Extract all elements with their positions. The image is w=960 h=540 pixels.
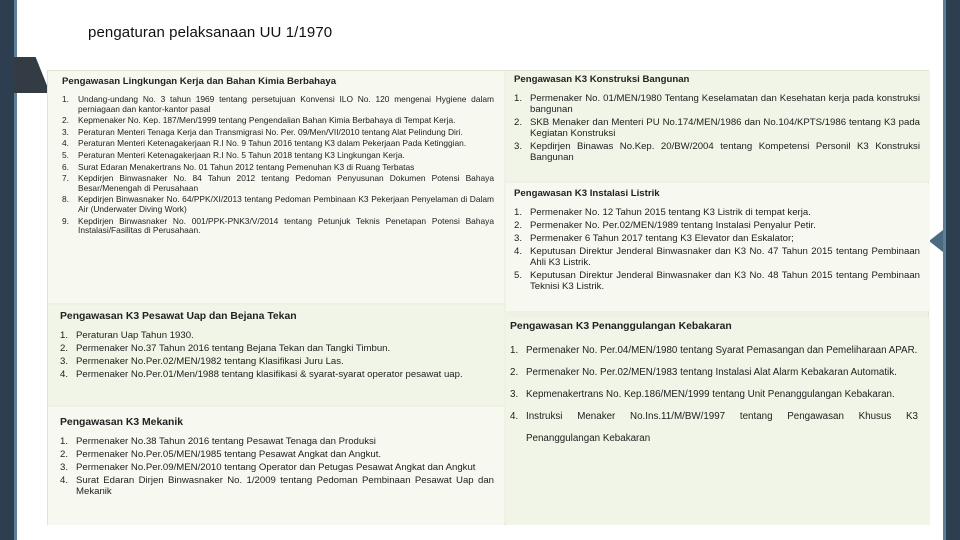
item-number: 1. [60,330,69,341]
regulation-item [514,220,920,231]
item-number: 2. [514,220,523,231]
page-title: pengaturan pelaksanaan UU 1/1970 [88,24,333,41]
item-text: Permenaker No. Per.02/MEN/1989 tentang Instalasi Penyalur Petir. [530,220,816,231]
regulation-item [514,141,920,163]
item-number: 1. [62,94,69,104]
regulation-item [62,116,494,126]
left-accent-bar [0,0,14,540]
regulation-item [60,356,494,367]
item-text: Permenaker No. Per.04/MEN/1980 tentang Syarat Pemasangan dan Pemeliharaan APAR. [526,345,918,356]
section-konstruksi [506,71,930,181]
section-lingkungan [48,71,504,303]
regulation-list [60,330,494,380]
item-text: Kepmenakertrans No. Kep.186/MEN/1999 tentang Unit Penanggulangan Kebakaran. [526,389,895,400]
regulation-document-image [47,70,929,525]
regulation-list [60,436,494,497]
item-text: Keputusan Direktur Jenderal Binwasnaker dan K3 No. 48 Tahun 2015 tentang Pembinaan Teknisi K3 Listrik. [530,270,920,292]
regulation-item [514,93,920,115]
item-text: Permenaker No.38 Tahun 2016 tentang Pesawat Tenaga dan Produksi [76,436,376,447]
item-text: Kepmenaker No. Kep. 187/Men/1999 tentang Pengendalian Bahan Kimia Berbahaya di Tempat Kerja. [78,115,456,126]
item-number: 3. [514,233,523,244]
section-title: Pengawasan Lingkungan Kerja dan Bahan Kimia Berbahaya [62,76,337,87]
item-number: 5. [62,149,69,160]
section-uap [48,305,504,405]
regulation-item [62,151,494,161]
regulation-item [60,343,494,354]
item-number: 5. [514,270,523,281]
item-number: 6. [62,161,69,172]
section-kebakaran [506,317,930,525]
right-accent-bar [946,0,960,540]
item-number: 3. [510,389,519,400]
item-number: 4. [60,369,69,380]
regulation-item [62,174,494,193]
regulation-item [62,128,494,138]
item-number: 1. [514,207,523,218]
regulation-item [62,163,494,173]
item-text: Undang-undang No. 3 tahun 1969 tentang persetujuan Konvensi ILO No. 120 mengenai Hygiene dalam perniagaan dan kantor-kantor pasal [78,94,494,114]
item-text: Kepdirjen Binwasnaker No. 001/PPK-PNK3/V/2014 tentang Petunjuk Teknis Penetapan Potensi Bahaya Instalasi/Fasilitas di Perusahaan. [78,215,494,236]
item-number: 7. [62,173,69,184]
item-text: Kepdirjen Binawas No.Kep. 20/BW/2004 tentang Kompetensi Personil K3 Konstruksi Bangunan [530,141,920,163]
regulation-item [62,95,494,114]
arrow-marker-icon [929,230,943,252]
item-number: 2. [60,449,69,460]
regulation-item [514,246,920,268]
section-mekanik [48,407,504,525]
item-number: 3. [62,126,69,137]
item-text: Peraturan Menteri Tenaga Kerja dan Transmigrasi No. Per. 09/Men/VII/2010 tentang Alat Pelindung Diri. [78,126,463,137]
regulation-list [510,340,918,450]
item-number: 2. [510,367,519,378]
regulation-item [510,362,918,384]
section-title: Pengawasan K3 Pesawat Uap dan Bejana Tekan [60,311,297,322]
regulation-item [62,195,494,214]
item-number: 9. [62,215,69,226]
regulation-item [514,117,920,139]
item-number: 3. [60,356,69,367]
item-text: Permenaker No.Per.09/MEN/2010 tentang Operator dan Petugas Pesawat Angkat dan Angkut [76,462,476,473]
item-text: Permenaker 6 Tahun 2017 tentang K3 Elevator dan Eskalator; [530,233,794,244]
regulation-list [62,95,494,236]
regulation-item [510,406,918,450]
item-text: Keputusan Direktur Jenderal Binwasnaker dan K3 No. 47 Tahun 2015 tentang Pembinaan Ahli K3 Listrik. [530,246,920,268]
item-number: 4. [60,475,69,486]
item-text: Permenaker No. 01/MEN/1980 Tentang Keselamatan dan Kesehatan kerja pada konstruksi bangunan [530,93,920,115]
regulation-item [514,270,920,292]
right-accent-stripe [943,0,946,540]
regulation-item [62,139,494,149]
regulation-item [60,462,494,473]
item-number: 4. [62,138,69,149]
regulation-list [514,207,920,292]
item-text: Permenaker No. 12 Tahun 2015 tentang K3 Listrik di tempat kerja. [530,207,811,218]
item-number: 2. [514,117,523,128]
regulation-list [514,93,920,163]
item-number: 8. [62,194,69,205]
regulation-item [510,340,918,362]
item-text: Kepdirjen Binwasnaker No. 64/PPK/XI/2013 tentang Pedoman Pembinaan K3 Pekerjaan Penyelaman di Dalam Air (Underwater Diving Work) [78,194,494,214]
item-text: Permenaker No.Per.02/MEN/1982 tentang Klasifikasi Juru Las. [76,356,344,367]
section-title: Pengawasan K3 Instalasi Listrik [514,188,660,199]
item-text: Surat Edaran Dirjen Binwasnaker No. 1/2009 tentang Pedoman Pembinaan Pesawat Uap dan Mekanik [76,475,494,497]
item-number: 3. [60,462,69,473]
item-text: Permenaker No. Per.02/MEN/1983 tentang Instalasi Alat Alarm Kebakaran Automatik. [526,367,897,378]
item-text: Permenaker No.Per.05/MEN/1985 tentang Pesawat Angkat dan Angkut. [76,449,382,460]
item-text: Permenaker No.37 Tahun 2016 tentang Bejana Tekan dan Tangki Timbun. [76,343,391,354]
item-text: SKB Menaker dan Menteri PU No.174/MEN/1986 dan No.104/KPTS/1986 tentang K3 pada Kegiatan Konstruksi [530,117,920,139]
item-text: Peraturan Menteri Ketenagakerjaan R.I No. 9 Tahun 2016 tentang K3 dalam Pekerjaan Pada Ketinggian. [78,138,467,149]
regulation-item [60,436,494,447]
regulation-item [60,449,494,460]
item-number: 2. [60,343,69,354]
regulation-item [60,475,494,497]
section-title: Pengawasan K3 Penanggulangan Kebakaran [510,321,732,332]
item-number: 1. [60,436,69,447]
item-text: Permenaker No.Per.01/Men/1988 tentang klasifikasi & syarat-syarat operator pesawat uap. [76,369,463,380]
item-text: Peraturan Menteri Ketenagakerjaan R.I No. 5 Tahun 2018 tentang K3 Lingkungan Kerja. [78,149,405,160]
item-number: 3. [514,141,523,152]
item-number: 4. [510,411,519,422]
regulation-item [60,330,494,341]
section-title: Pengawasan K3 Mekanik [60,417,184,428]
section-listrik [506,183,930,311]
regulation-item [60,369,494,380]
item-number: 2. [62,115,69,126]
regulation-item [62,217,494,236]
item-number: 1. [510,345,519,356]
regulation-item [514,207,920,218]
regulation-item [510,384,918,406]
item-number: 1. [514,93,523,104]
corner-tab-shape [14,57,50,93]
section-title: Pengawasan K3 Konstruksi Bangunan [514,74,690,85]
item-text: Peraturan Uap Tahun 1930. [76,330,194,341]
item-text: Instruksi Menaker No.Ins.11/M/BW/1997 tentang Pengawasan Khusus K3 Penanggulangan Kebakaran [526,411,918,444]
item-text: Surat Edaran Menakertrans No. 01 Tahun 2012 tentang Pemenuhan K3 di Ruang Terbatas [78,161,415,172]
regulation-item [514,233,920,244]
item-number: 4. [514,246,523,257]
item-text: Kepdirjen Binwasnaker No. 84 Tahun 2012 tentang Pedoman Penyusunan Dokumen Potensi Bahaya Besar/Menengah di Perusahaan [78,173,494,193]
